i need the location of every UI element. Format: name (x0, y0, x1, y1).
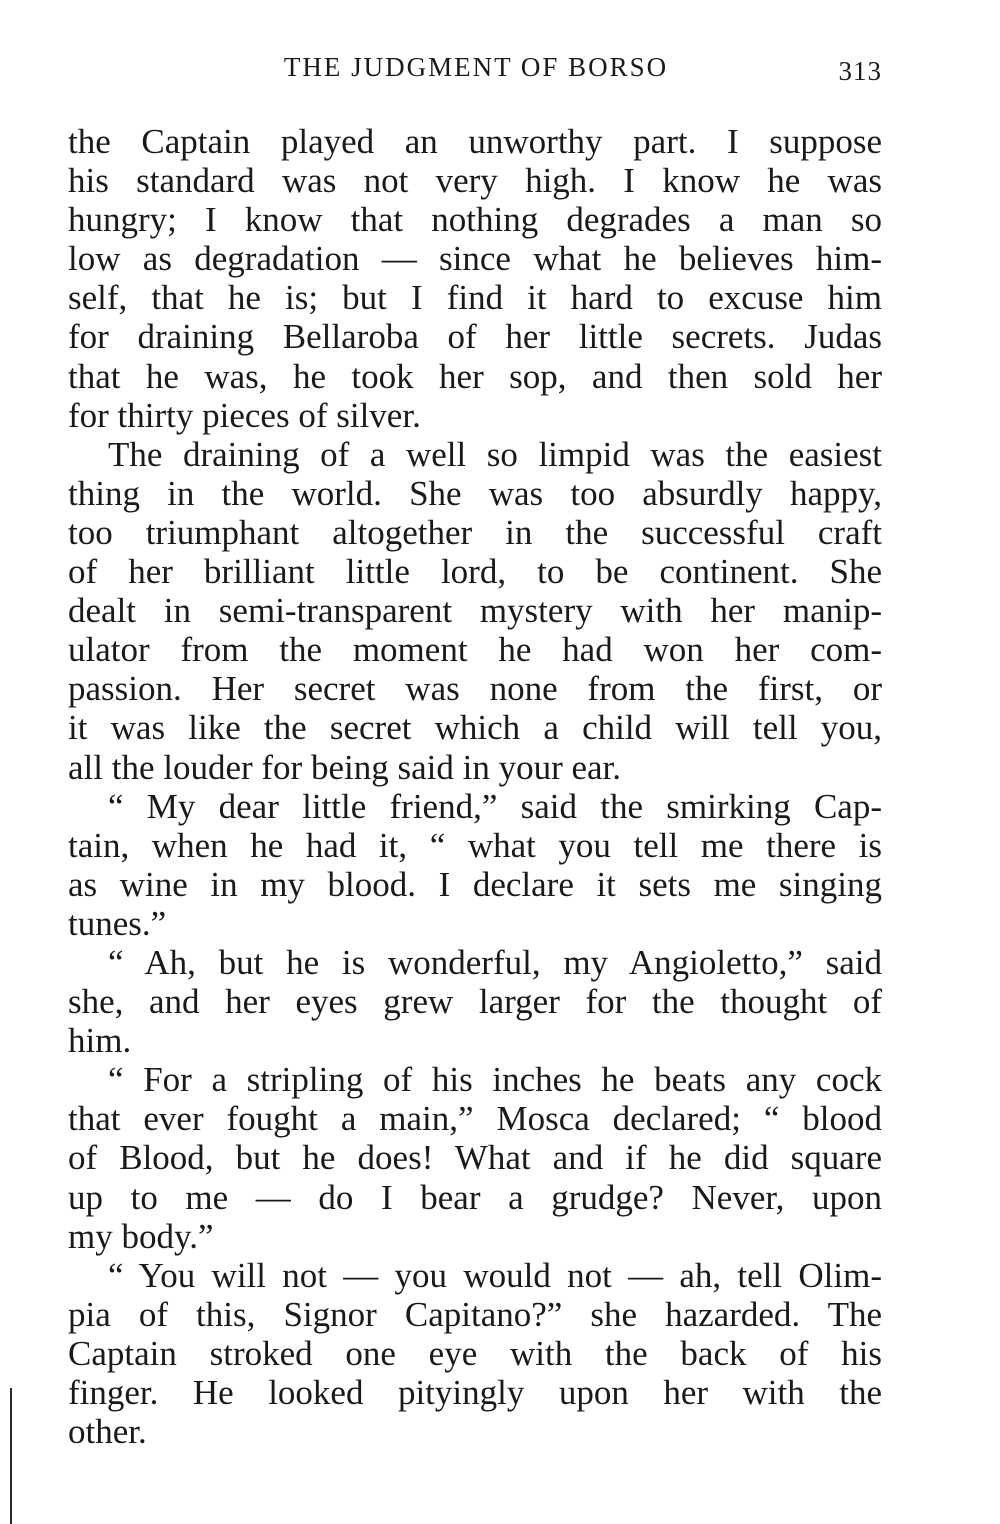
running-head (70, 52, 882, 92)
text-line: all the louder for being said in your ear. (68, 747, 622, 787)
text-line: it was like the secret which a child will tell you, (68, 708, 882, 748)
text-line: “ You will not — you would not — ah, tell Olim- (108, 1255, 882, 1295)
text-line: other. (68, 1412, 147, 1452)
text-line: that he was, he took her sop, and then sold her (68, 356, 882, 396)
text-line: up to me — do I bear a grudge? Never, upon (68, 1177, 882, 1217)
page-number: 313 (838, 56, 882, 86)
body-text (68, 122, 882, 1451)
text-line: passion. Her secret was none from the first, or (68, 669, 882, 709)
text-line: tain, when he had it, “ what you tell me there is (68, 825, 882, 865)
text-line: “ My dear little friend,” said the smirking Cap- (108, 786, 882, 826)
text-line: the Captain played an unworthy part. I suppose (68, 122, 882, 161)
text-line: of Blood, but he does! What and if he did square (68, 1138, 882, 1178)
text-line: for draining Bellaroba of her little secrets. Judas (68, 317, 882, 357)
text-line: him. (68, 1021, 132, 1061)
text-line: thing in the world. She was too absurdly happy, (68, 473, 882, 513)
running-title: THE JUDGMENT OF BORSO (283, 52, 669, 82)
text-line: as wine in my blood. I declare it sets me singing (68, 864, 882, 904)
text-line: hungry; I know that nothing degrades a man so (68, 200, 882, 240)
text-line: too triumphant altogether in the successful craft (68, 512, 882, 552)
text-line: Captain stroked one eye with the back of his (68, 1333, 882, 1373)
text-line: she, and her eyes grew larger for the thought of (68, 982, 882, 1022)
text-line: tunes.” (68, 903, 167, 943)
text-line: that ever fought a main,” Mosca declared; “ blood (68, 1099, 882, 1139)
scan-edge-rule (10, 1388, 12, 1524)
text-line: self, that he is; but I find it hard to excuse him (68, 278, 882, 318)
text-line: “ For a stripling of his inches he beats any cock (108, 1060, 882, 1100)
text-line: of her brilliant little lord, to be continent. She (68, 552, 882, 592)
text-line: his standard was not very high. I know he was (68, 161, 882, 201)
text-line: The draining of a well so limpid was the easiest (108, 434, 882, 474)
text-line: my body.” (68, 1216, 214, 1256)
text-line: low as degradation — since what he believes him- (68, 239, 882, 279)
text-line: finger. He looked pityingly upon her with the (68, 1373, 882, 1412)
text-line: “ Ah, but he is wonderful, my Angioletto,” said (108, 942, 882, 982)
text-line: dealt in semi-transparent mystery with her manip- (68, 591, 882, 631)
text-line: pia of this, Signor Capitano?” she hazarded. The (68, 1294, 882, 1334)
text-line: ulator from the moment he had won her com- (68, 630, 882, 670)
text-line: for thirty pieces of silver. (68, 395, 421, 435)
